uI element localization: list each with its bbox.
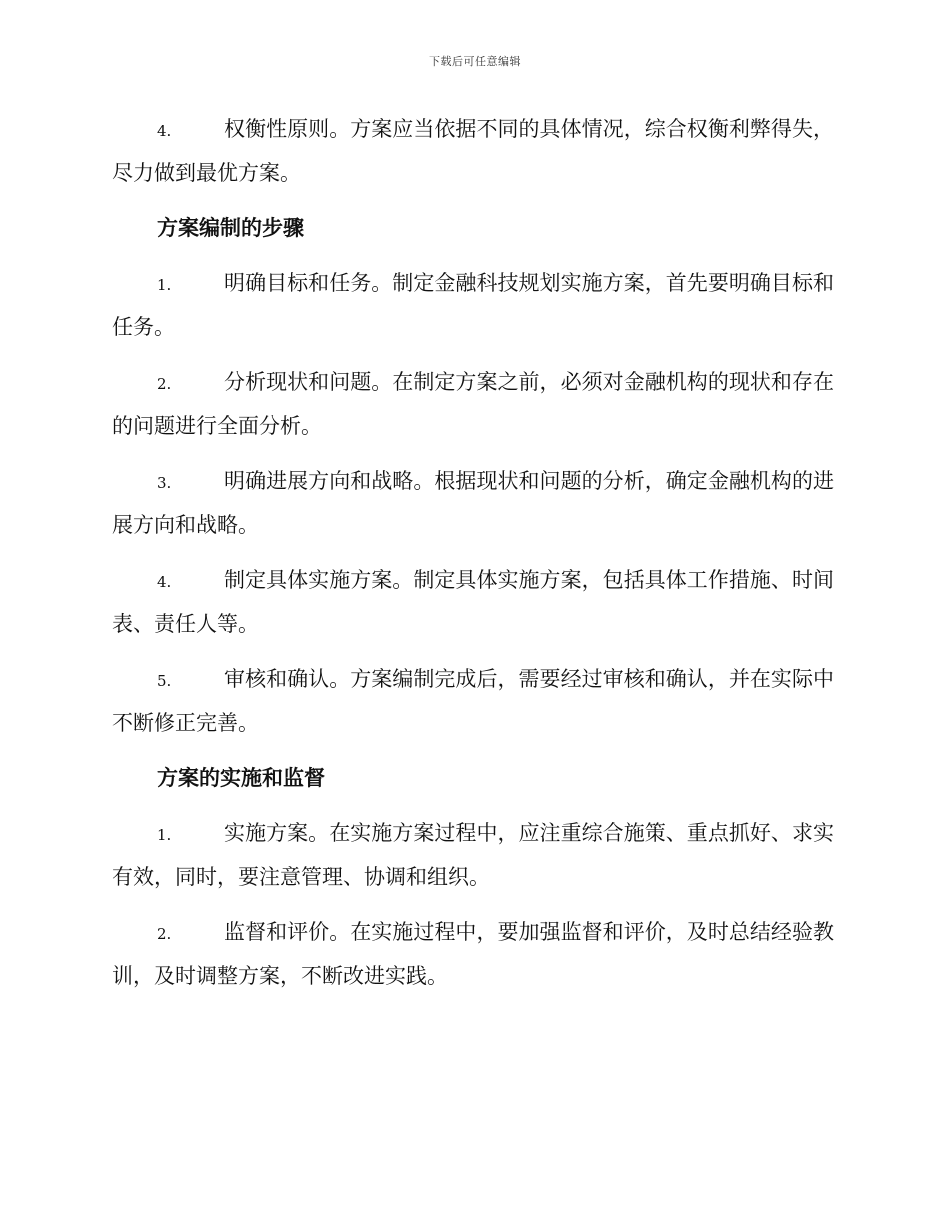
section-heading: 方案编制的步骤 <box>157 216 304 240</box>
list-number: 2. <box>157 375 172 393</box>
list-number: 1. <box>157 276 172 294</box>
list-text: 权衡性原则。方案应当依据不同的具体情况，综合权衡利弊得失，尽力做到最优方案。 <box>112 117 834 185</box>
list-item <box>112 361 834 447</box>
list-number: 4. <box>157 122 172 140</box>
list-item <box>112 559 834 645</box>
list-item <box>112 812 834 898</box>
section-heading: 方案的实施和监督 <box>157 766 325 790</box>
list-item <box>112 911 834 997</box>
list-item <box>112 658 834 744</box>
list-item <box>112 460 834 546</box>
list-number: 3. <box>157 474 172 492</box>
list-text: 监督和评价。在实施过程中，要加强监督和评价，及时总结经验教训，及时调整方案，不断改进实践。 <box>112 920 834 988</box>
list-text: 制定具体实施方案。制定具体实施方案，包括具体工作措施、时间表、责任人等。 <box>112 568 834 636</box>
list-number: 4. <box>157 573 172 591</box>
list-number: 1. <box>157 826 172 844</box>
list-text: 审核和确认。方案编制完成后，需要经过审核和确认，并在实际中不断修正完善。 <box>112 667 834 735</box>
list-text: 实施方案。在实施方案过程中，应注重综合施策、重点抓好、求实有效，同时，要注意管理、协调和组织。 <box>112 821 834 889</box>
list-item <box>112 108 834 194</box>
page-header: 下载后可任意编辑 <box>429 55 521 68</box>
list-number: 5. <box>157 672 172 690</box>
list-text: 明确进展方向和战略。根据现状和问题的分析，确定金融机构的进展方向和战略。 <box>112 469 834 537</box>
list-number: 2. <box>157 925 172 943</box>
document-body <box>112 108 834 1010</box>
list-text: 明确目标和任务。制定金融科技规划实施方案，首先要明确目标和任务。 <box>112 271 834 339</box>
list-text: 分析现状和问题。在制定方案之前，必须对金融机构的现状和存在的问题进行全面分析。 <box>112 370 834 438</box>
list-item <box>112 262 834 348</box>
